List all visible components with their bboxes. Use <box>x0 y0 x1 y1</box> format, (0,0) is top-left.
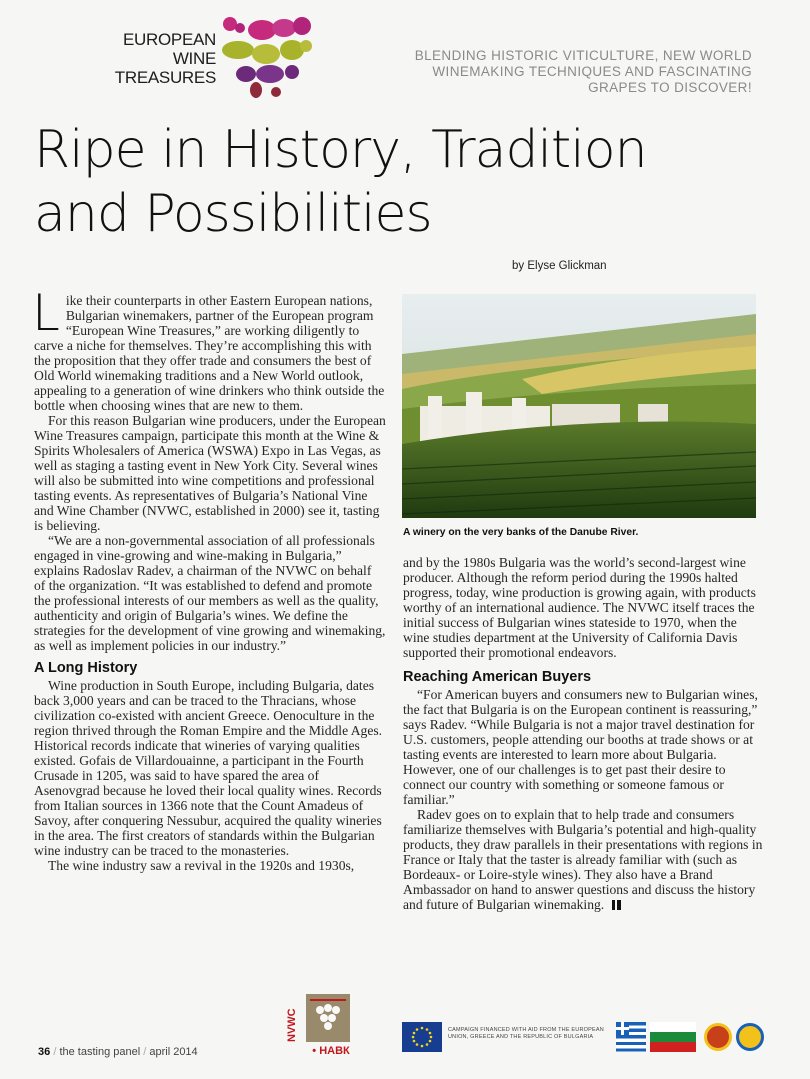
footer-separator-2: / <box>143 1046 147 1058</box>
grape-cluster-logo <box>216 14 316 100</box>
nvwc-cyrillic-text: НАВК <box>319 1045 350 1057</box>
tagline-line-2: WINEMAKING TECHNIQUES AND FASCINATING <box>432 64 752 79</box>
vine-leaf-icon <box>306 994 350 1042</box>
paragraph-1980s: and by the 1980s Bulgaria was the world’s second-largest wine producer. Although the reform period during the 1990s halted progress, today, wine production is growing again, with products worthy of an international audience. The NVWC itself traces the initial success of Bulgarian wines stateside to 1970, when the wine studies department at the University of California Davis supported their promotional endeavors. <box>403 555 756 660</box>
winery-landscape-image <box>402 294 756 518</box>
brand-line-1: EUROPEAN <box>122 30 216 49</box>
magazine-name: the tasting panel <box>59 1046 141 1058</box>
intro-paragraph <box>32 284 386 413</box>
nvwc-latin: NVWC <box>286 1008 298 1042</box>
tagline-line-3: GRAPES TO DISCOVER! <box>588 80 752 95</box>
eu-funding-text <box>448 1027 616 1041</box>
headline-line-1: Ripe in History, Tradition <box>34 120 647 180</box>
greece-flag-cross <box>616 1022 629 1035</box>
subheading-history: A Long History <box>34 660 138 676</box>
drop-cap: L <box>32 284 60 342</box>
winery-photo <box>402 294 756 518</box>
tagline <box>400 48 752 96</box>
right-column <box>403 555 763 965</box>
paragraph-revival: The wine industry saw a revival in the 1920s and 1930s, <box>48 858 355 873</box>
brand-line-2: WINE <box>172 49 216 68</box>
nvwc-logo <box>286 994 366 1060</box>
paragraph-quote: “We are a non-governmental association of all professionals engaged in vine-growing and wine-making in Bulgaria,” explains Radoslav Radev, a chairman of the NVWC on behalf of the organization. “It was established to defend and promote the professional interests of our members as well as the quality, authenticity and origin of Bulgaria’s wines. We define the strategies for the development of vine growing and winemaking, as well as implement policies in our industry.” <box>34 533 386 653</box>
nvwc-emblem-icon <box>306 994 350 1042</box>
left-column <box>32 284 386 958</box>
paragraph-history: Wine production in South Europe, including Bulgaria, dates back 3,000 years and can be traced to the Thracians, whose civilization co-existed with ancient Greece. Oenoculture in the region thrived through the Roman Empire and the Middle Ages. Historical records indicate that wineries of varying qualities existed. Gofais de Villardouainne, a participant in the Fourth Crusade in 1205, was said to have spared the area of Asenovgrad because he loved their local quality wines. Records from Italian sources in 1366 note that the Count Amadeus of Savoy, after conquering Nessubur, acquired the quality wineries in the area. The first creators of standards within the Bulgarian wine industry can be traced to the monasteries. <box>34 678 383 858</box>
page-footer <box>38 1046 198 1058</box>
issue-date: april 2014 <box>149 1046 198 1058</box>
paragraph-radev-text: Radev goes on to explain that to help trade and consumers familiarize themselves with Bulgaria’s potential and high-quality products, they draw parallels in their presentations with regions in France or Italy that the taster is already familiar with (such as Bordeaux- or Loire-style wines). They also have a Brand Ambassador on hand to answer questions and discuss the history and future of Bulgarian winemaking. <box>403 807 763 912</box>
page-number: 36 <box>38 1046 51 1058</box>
headline <box>34 118 794 246</box>
byline: by Elyse Glickman <box>512 260 607 272</box>
bulgaria-flag-icon <box>650 1022 696 1052</box>
eu-funding-line-2: UNION, GREECE AND THE REPUBLIC OF BULGARIA <box>448 1034 594 1040</box>
paragraph-wswa: For this reason Bulgarian wine producers, under the European Wine Treasures campaign, participate this month at the Wine & Spirits Wholesalers of America (WSWA) Expo in Las Vegas, as well as staging a tasting event in New York City. Several wines will also be submitted into wine competitions and professional tasting events. As representatives of Bulgaria’s National Vine and Wine Chamber (NVWC, established in 2000) see it, tasting is believing. <box>34 413 386 533</box>
eu-flag-icon <box>402 1022 442 1052</box>
pdo-seal-icon <box>704 1023 732 1051</box>
headline-line-2: and Possibilities <box>34 184 432 244</box>
pgi-seal-icon <box>736 1023 764 1051</box>
paragraph-american: “For American buyers and consumers new to Bulgarian wines, the fact that Bulgaria is on the European continent is reassuring,” says Radev. “While Bulgaria is not a major travel destination for U.S. customers, people attending our booths at trade shows or at tasting events are interested to learn more about Bulgaria. However, one of our challenges is to get past their desire to connect our country with something or someone famous or familiar.” <box>403 687 758 807</box>
eu-stars-icon <box>402 1022 442 1052</box>
photo-caption: A winery on the very banks of the Danube River. <box>403 527 639 538</box>
intro-text: ike their counterparts in other Eastern European nations, Bulgarian winemakers, partner of the European program “European Wine Treasures,” are working diligently to carve a niche for themselves. They’re accomplishing this with the proposition that they offer trade and consumers the best of Old World winemaking traditions and a New World outlook, appealing to a generation of wine drinkers who think outside the bottle when choosing wines that are new to them. <box>34 293 385 413</box>
eu-funding-line-1: CAMPAIGN FINANCED WITH AID FROM THE EUROPEAN <box>448 1027 604 1033</box>
paragraph-radev <box>403 807 763 912</box>
brand-logo-text <box>86 30 216 87</box>
end-mark-icon <box>612 900 621 910</box>
footer-separator-1: / <box>53 1046 57 1058</box>
subheading-buyers: Reaching American Buyers <box>403 669 592 685</box>
nvwc-cyrillic: • НАВК <box>312 1045 350 1057</box>
tagline-line-1: BLENDING HISTORIC VITICULTURE, NEW WORLD <box>414 48 752 63</box>
brand-line-3: TREASURES <box>114 68 216 87</box>
greece-flag-icon <box>616 1022 646 1052</box>
